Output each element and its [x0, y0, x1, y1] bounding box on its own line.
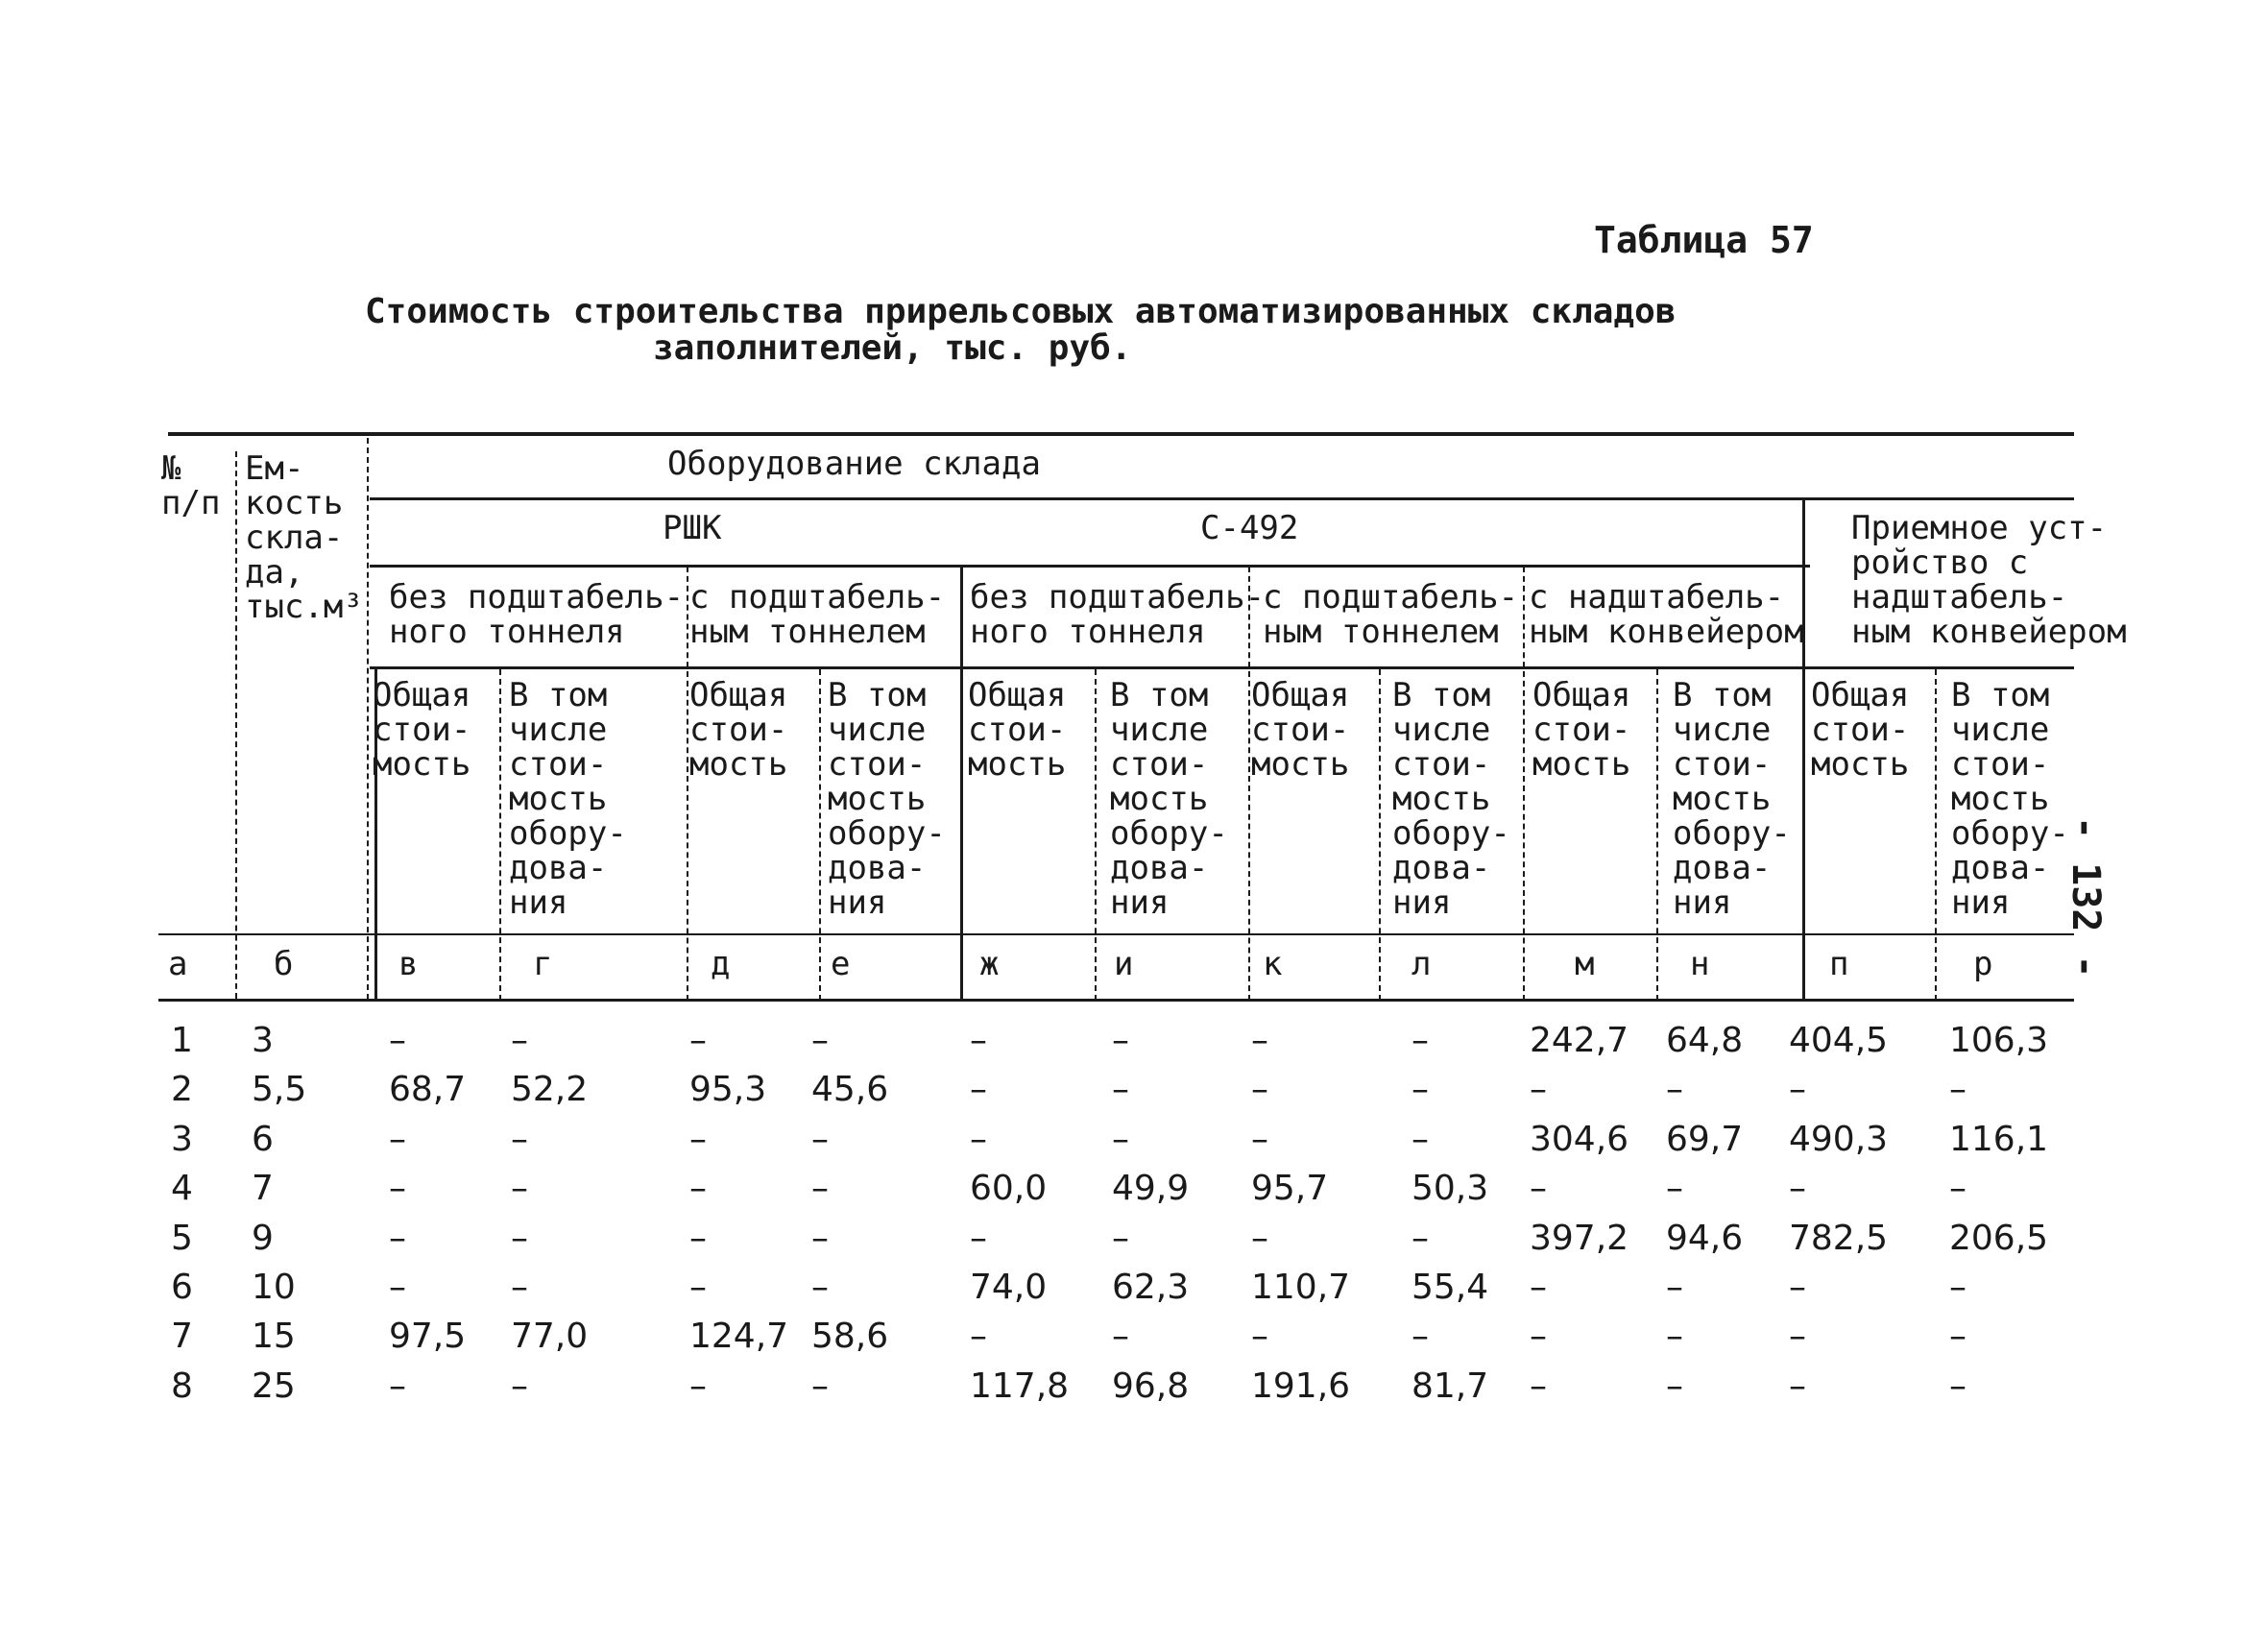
cost-cell: –: [970, 1070, 987, 1109]
capacity-cell: 7: [252, 1169, 274, 1208]
subheader-total-cost: Общая стои- мость: [1251, 676, 1350, 784]
cost-cell: –: [1251, 1120, 1268, 1159]
cost-cell: –: [1666, 1169, 1683, 1208]
header-receiving-device: Приемное уст- ройство с надштабель- ным конвейером: [1851, 509, 2127, 651]
cost-cell: –: [1949, 1268, 1966, 1307]
page-number: - 132 -: [2063, 816, 2108, 979]
cost-cell: 191,6: [1251, 1366, 1351, 1406]
capacity-cell: 25: [252, 1366, 296, 1406]
cost-cell: –: [1666, 1070, 1683, 1109]
cost-cell: –: [970, 1317, 987, 1356]
column-letter: ж: [979, 945, 1000, 983]
cost-cell: –: [1789, 1268, 1806, 1307]
cost-cell: 45,6: [811, 1070, 889, 1109]
cost-cell: –: [1949, 1317, 1966, 1356]
cost-cell: –: [1251, 1219, 1268, 1258]
row-number-cell: 4: [171, 1169, 193, 1208]
cost-cell: –: [811, 1268, 829, 1307]
cost-cell: –: [1666, 1268, 1683, 1307]
cost-cell: 62,3: [1112, 1268, 1190, 1307]
row-number-cell: 5: [171, 1219, 193, 1258]
cost-cell: 782,5: [1789, 1219, 1889, 1258]
cost-cell: –: [1949, 1070, 1966, 1109]
cost-cell: –: [389, 1268, 406, 1307]
cost-cell: –: [1949, 1169, 1966, 1208]
cost-cell: 490,3: [1789, 1120, 1889, 1159]
subheader-total-cost: Общая стои- мость: [1811, 676, 1910, 784]
subheader-total-cost: Общая стои- мость: [689, 676, 788, 784]
cost-cell: 116,1: [1949, 1120, 2049, 1159]
subheader-equipment-cost: В том числе стои- мость обору- дова- ния: [509, 676, 627, 922]
group-s492-with-tunnel: с подштабель- ным тоннелем: [1263, 578, 1519, 651]
cost-cell: 69,7: [1666, 1120, 1744, 1159]
cost-cell: –: [1530, 1366, 1547, 1406]
cost-cell: 95,7: [1251, 1169, 1329, 1208]
group-s492-without-tunnel: без подштабель- ного тоннеля: [970, 578, 1266, 651]
column-letter: и: [1114, 945, 1134, 983]
group-rshk-without-tunnel: без подштабель- ного тоннеля: [389, 578, 685, 651]
cost-cell: –: [811, 1366, 829, 1406]
cost-cell: –: [970, 1219, 987, 1258]
subheader-total-cost: Общая стои- мость: [968, 676, 1067, 784]
capacity-cell: 6: [252, 1120, 274, 1159]
cost-cell: –: [811, 1120, 829, 1159]
cost-cell: 64,8: [1666, 1021, 1744, 1060]
cost-cell: 55,4: [1411, 1268, 1489, 1307]
cost-cell: –: [1251, 1021, 1268, 1060]
subheader-equipment-cost: В том числе стои- мость обору- дова- ния: [1951, 676, 2069, 922]
cost-cell: –: [689, 1366, 707, 1406]
cost-cell: –: [511, 1021, 528, 1060]
capacity-cell: 15: [252, 1317, 296, 1356]
table-label: Таблица 57: [1594, 219, 1814, 261]
cost-cell: 77,0: [511, 1317, 589, 1356]
cost-cell: –: [1789, 1317, 1806, 1356]
cost-cell: –: [1112, 1120, 1129, 1159]
subheader-total-cost: Общая стои- мость: [373, 676, 471, 784]
title-line-2: заполнителей, тыс. руб.: [653, 327, 1132, 368]
column-letter: а: [168, 945, 188, 983]
cost-cell: –: [511, 1169, 528, 1208]
cost-cell: –: [511, 1120, 528, 1159]
cost-cell: 58,6: [811, 1317, 889, 1356]
cost-cell: –: [1530, 1169, 1547, 1208]
cost-cell: –: [1251, 1317, 1268, 1356]
row-number-cell: 8: [171, 1366, 193, 1406]
cost-cell: 404,5: [1789, 1021, 1889, 1060]
subheader-total-cost: Общая стои- мость: [1532, 676, 1631, 784]
cost-cell: 304,6: [1530, 1120, 1629, 1159]
subheader-equipment-cost: В том числе стои- мость обору- дова- ния: [1673, 676, 1791, 922]
cost-cell: 52,2: [511, 1070, 589, 1109]
cost-cell: –: [1112, 1219, 1129, 1258]
capacity-cell: 5,5: [252, 1070, 307, 1109]
cost-cell: 124,7: [689, 1317, 789, 1356]
group-s492-with-conveyor: с надштабель- ным конвейером: [1529, 578, 1804, 651]
column-letter: д: [711, 945, 731, 983]
header-capacity: Ем- кость скла- да, тыс.м³: [245, 449, 363, 626]
cost-cell: –: [689, 1120, 707, 1159]
cost-cell: –: [811, 1219, 829, 1258]
header-rshk: РШК: [663, 509, 722, 547]
row-number-cell: 3: [171, 1120, 193, 1159]
table-title: [365, 294, 1676, 367]
column-letter: г: [533, 945, 553, 983]
title-line-1: Стоимость строительства прирельсовых автоматизированных складов: [365, 292, 1677, 331]
cost-cell: 81,7: [1411, 1366, 1489, 1406]
cost-cell: –: [511, 1219, 528, 1258]
cost-cell: –: [811, 1021, 829, 1060]
cost-cell: 97,5: [389, 1317, 467, 1356]
cost-cell: –: [689, 1268, 707, 1307]
column-letter: л: [1411, 945, 1432, 983]
cost-cell: 397,2: [1530, 1219, 1629, 1258]
cost-cell: –: [1789, 1169, 1806, 1208]
cost-cell: 106,3: [1949, 1021, 2049, 1060]
cost-cell: –: [1411, 1021, 1429, 1060]
cost-cell: –: [511, 1366, 528, 1406]
subheader-equipment-cost: В том числе стои- мость обору- дова- ния: [1110, 676, 1228, 922]
capacity-cell: 9: [252, 1219, 274, 1258]
row-number-cell: 6: [171, 1268, 193, 1307]
cost-cell: –: [1112, 1317, 1129, 1356]
cost-cell: 206,5: [1949, 1219, 2049, 1258]
cost-cell: –: [1530, 1070, 1547, 1109]
column-letter: в: [398, 945, 419, 983]
header-s492: С-492: [1200, 509, 1299, 547]
column-letter: б: [274, 945, 294, 983]
cost-cell: –: [1530, 1317, 1547, 1356]
capacity-cell: 10: [252, 1268, 296, 1307]
cost-cell: –: [389, 1021, 406, 1060]
row-number-cell: 2: [171, 1070, 193, 1109]
header-number: № п/п: [161, 449, 221, 522]
cost-cell: –: [811, 1169, 829, 1208]
cost-cell: –: [1666, 1366, 1683, 1406]
cost-cell: –: [1530, 1268, 1547, 1307]
cost-cell: –: [970, 1120, 987, 1159]
cost-cell: 96,8: [1112, 1366, 1190, 1406]
cost-cell: –: [1949, 1366, 1966, 1406]
cost-cell: 68,7: [389, 1070, 467, 1109]
subheader-equipment-cost: В том числе стои- мость обору- дова- ния: [1392, 676, 1510, 922]
cost-cell: –: [689, 1021, 707, 1060]
cost-cell: 94,6: [1666, 1219, 1744, 1258]
row-number-cell: 7: [171, 1317, 193, 1356]
header-equipment: Оборудование склада: [667, 445, 1041, 483]
column-letter: м: [1575, 945, 1595, 983]
cost-cell: 60,0: [970, 1169, 1048, 1208]
column-letter: н: [1690, 945, 1710, 983]
column-letter: к: [1263, 945, 1283, 983]
cost-cell: –: [1789, 1070, 1806, 1109]
column-letter: п: [1829, 945, 1849, 983]
cost-cell: –: [1411, 1070, 1429, 1109]
cost-cell: –: [1666, 1317, 1683, 1356]
cost-cell: –: [1789, 1366, 1806, 1406]
cost-cell: 95,3: [689, 1070, 767, 1109]
cost-cell: –: [389, 1120, 406, 1159]
cost-cell: –: [1112, 1021, 1129, 1060]
cost-cell: –: [1411, 1317, 1429, 1356]
cost-cell: –: [389, 1219, 406, 1258]
subheader-equipment-cost: В том числе стои- мость обору- дова- ния: [828, 676, 946, 922]
cost-cell: –: [689, 1219, 707, 1258]
row-number-cell: 1: [171, 1021, 193, 1060]
cost-cell: –: [689, 1169, 707, 1208]
cost-cell: –: [1411, 1219, 1429, 1258]
cost-cell: 117,8: [970, 1366, 1070, 1406]
cost-cell: –: [389, 1169, 406, 1208]
group-rshk-with-tunnel: с подштабель- ным тоннелем: [689, 578, 946, 651]
cost-cell: –: [389, 1366, 406, 1406]
cost-cell: 74,0: [970, 1268, 1048, 1307]
cost-cell: –: [1411, 1120, 1429, 1159]
column-letter: р: [1973, 945, 1993, 983]
capacity-cell: 3: [252, 1021, 274, 1060]
cost-cell: –: [1251, 1070, 1268, 1109]
cost-cell: 242,7: [1530, 1021, 1629, 1060]
column-letter: е: [831, 945, 851, 983]
cost-cell: 110,7: [1251, 1268, 1351, 1307]
cost-cell: –: [511, 1268, 528, 1307]
cost-cell: –: [1112, 1070, 1129, 1109]
cost-cell: 50,3: [1411, 1169, 1489, 1208]
cost-cell: 49,9: [1112, 1169, 1190, 1208]
cost-cell: –: [970, 1021, 987, 1060]
